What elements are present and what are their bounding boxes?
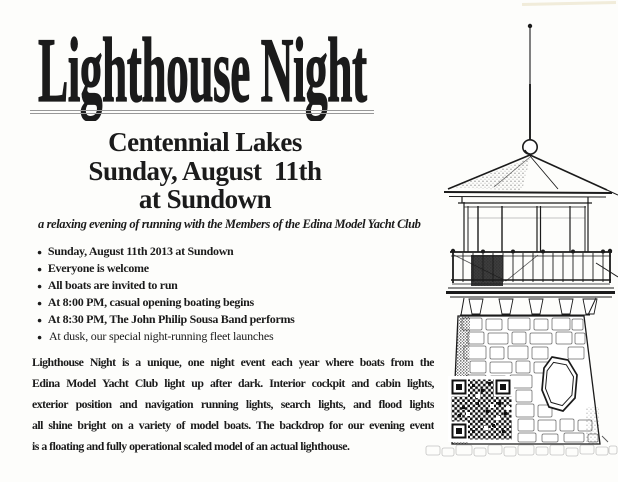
description-line: Lighthouse Night is a unique, one night event each year where boats from the xyxy=(32,355,434,369)
list-item-text: At 8:00 PM, casual opening boating begins xyxy=(47,295,254,309)
bullet-icon: ● xyxy=(37,264,42,274)
bullet-icon: ● xyxy=(37,247,42,257)
lightning-rod xyxy=(523,24,537,154)
event-time: at Sundown xyxy=(138,184,272,214)
event-tagline: a relaxing evening of running with the Members of the Edina Model Yacht Club xyxy=(38,217,421,231)
list-item-text: All boats are invited to run xyxy=(47,278,178,292)
event-subtitle xyxy=(5,128,405,214)
event-description xyxy=(32,352,434,457)
list-item-text: Sunday, August 11th 2013 at Sundown xyxy=(47,244,234,258)
description-line: exterior position and navigation running lights, search lights, and flood lights xyxy=(32,397,434,411)
description-line: Edina Model Yacht Club light up after dark. Interior cockpit and cabin lights, xyxy=(32,376,434,390)
bullet-icon: ● xyxy=(37,315,42,325)
list-item xyxy=(37,261,295,278)
gallery-deck xyxy=(446,288,615,315)
ground-stones xyxy=(426,445,617,456)
event-title: Lighthouse Night xyxy=(38,19,367,121)
event-date: Sunday, August 11th xyxy=(88,155,322,186)
event-details-list xyxy=(37,244,295,346)
bullet-icon: ● xyxy=(37,281,42,291)
description-line: all shine bright on a variety of model boats. The backdrop for our evening event xyxy=(32,418,434,432)
bullet-icon: ● xyxy=(37,332,42,342)
list-item xyxy=(37,295,295,312)
lighthouse-illustration-icon xyxy=(418,12,618,472)
title-underline xyxy=(30,110,374,114)
description-line: is a floating and fully operational scaled model of an actual lighthouse. xyxy=(32,439,350,453)
list-item-text: At 8:30 PM, The John Philip Sousa Band performs xyxy=(47,312,295,326)
qr-code xyxy=(448,376,514,442)
lantern-roof xyxy=(444,155,618,197)
event-location: Centennial Lakes xyxy=(108,127,302,157)
list-item xyxy=(37,312,295,329)
list-item-text: Everyone is welcome xyxy=(47,261,149,275)
scan-artifact xyxy=(522,1,616,5)
bullet-icon: ● xyxy=(37,298,42,308)
list-item-text: At dusk, our special night-running fleet launches xyxy=(48,329,274,343)
list-item xyxy=(37,278,295,295)
lantern-room xyxy=(458,197,592,286)
list-item xyxy=(37,329,295,346)
list-item xyxy=(37,244,295,261)
